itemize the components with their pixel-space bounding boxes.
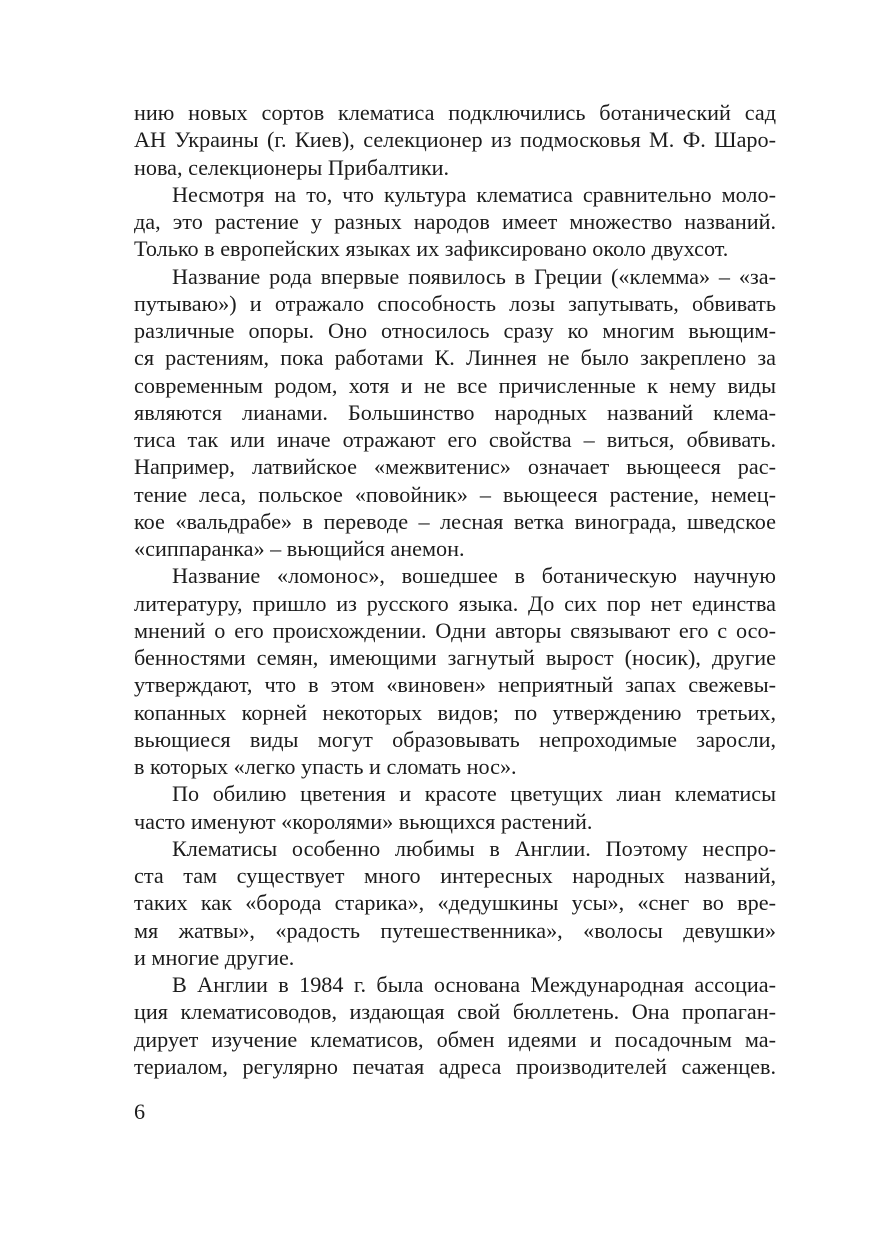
text-line: Например, латвийское «межвитенис» означает вьющееся рас-: [134, 454, 776, 480]
text-line: Название рода впервые появилось в Греции («клемма» – «за-: [172, 263, 776, 289]
text-line: нова, селекционеры Прибалтики.: [134, 154, 450, 180]
text-line: дирует изучение клематисов, обмен идеями и посадочным ма-: [134, 1026, 776, 1052]
text-line: да, это растение у разных народов имеет множество названий.: [134, 209, 776, 234]
text-line: нию новых сортов клематиса подключились ботанический сад: [134, 100, 776, 125]
text-line: По обилию цветения и красоте цветущих лиан клематисы: [172, 781, 776, 807]
text-line: АН Украины (г. Киев), селекционер из подмосковья М. Ф. Шаро-: [134, 127, 776, 153]
text-line: Несмотря на то, что культура клематиса сравнительно моло-: [172, 181, 776, 207]
text-line: кое «вальдрабе» в переводе – лесная ветка винограда, шведское: [134, 508, 776, 534]
paragraph: [134, 835, 776, 971]
text-line: тение леса, польское «повойник» – вьющееся растение, немец-: [134, 481, 776, 507]
text-line: часто именуют «королями» вьющихся растений.: [134, 808, 593, 834]
paragraph: [134, 562, 776, 780]
text-line: являются лианами. Большинство народных названий клема-: [134, 399, 776, 425]
paragraph: [134, 99, 776, 181]
text-line: бенностями семян, имеющими загнутый вырост (носик), другие: [134, 645, 776, 670]
paragraph: [134, 971, 776, 1080]
text-line: Название «ломонос», вошедшее в ботаническую научную: [172, 563, 776, 589]
paragraph: [134, 181, 776, 263]
text-line: в которых «легко упасть и сломать нос».: [134, 754, 517, 779]
text-line: ся растениям, пока работами К. Линнея не было закреплено за: [134, 345, 776, 371]
paragraph: [134, 263, 776, 563]
text-line: Только в европейских языках их зафиксировано около двухсот.: [134, 236, 729, 262]
text-line: литературу, пришло из русского языка. До сих пор нет единства: [134, 590, 776, 616]
text-line: путываю») и отражало способность лозы запутывать, обвивать: [134, 290, 776, 316]
text-line: вьющиеся виды могут образовывать непроходимые заросли,: [134, 726, 776, 752]
text-line: мнений о его происхождении. Одни авторы связывают его с осо-: [134, 617, 776, 643]
text-line: различные опоры. Оно относилось сразу ко многим вьющим-: [134, 318, 776, 343]
text-line: Клематисы особенно любимы в Англии. Поэтому неспро-: [172, 835, 776, 861]
text-line: утверждают, что в этом «виновен» неприятный запах свежевы-: [134, 672, 776, 698]
text-line: териалом, регулярно печатая адреса производителей саженцев.: [134, 1053, 776, 1079]
paragraph: [134, 780, 776, 835]
text-line: мя жатвы», «радость путешественника», «волосы девушки»: [134, 917, 776, 943]
text-line: современным родом, хотя и не все причисленные к нему виды: [134, 372, 776, 398]
page-number: 6: [134, 1099, 146, 1124]
text-line: ста там существует много интересных народных названий,: [134, 863, 776, 888]
text-line: ция клематисоводов, издающая свой бюллетень. Она пропаган-: [134, 999, 776, 1025]
text-line: «сиппаранка» – вьющийся анемон.: [134, 536, 465, 561]
page-body: [134, 99, 776, 1080]
text-line: копанных корней некоторых видов; по утверждению третьих,: [134, 699, 776, 725]
text-line: и многие другие.: [134, 944, 295, 970]
text-line: таких как «борода старика», «дедушкины усы», «снег во вре-: [134, 890, 776, 916]
text-line: В Англии в 1984 г. была основана Международная ассоциа-: [172, 972, 776, 997]
text-line: тиса так или иначе отражают его свойства – виться, обвивать.: [134, 427, 776, 452]
